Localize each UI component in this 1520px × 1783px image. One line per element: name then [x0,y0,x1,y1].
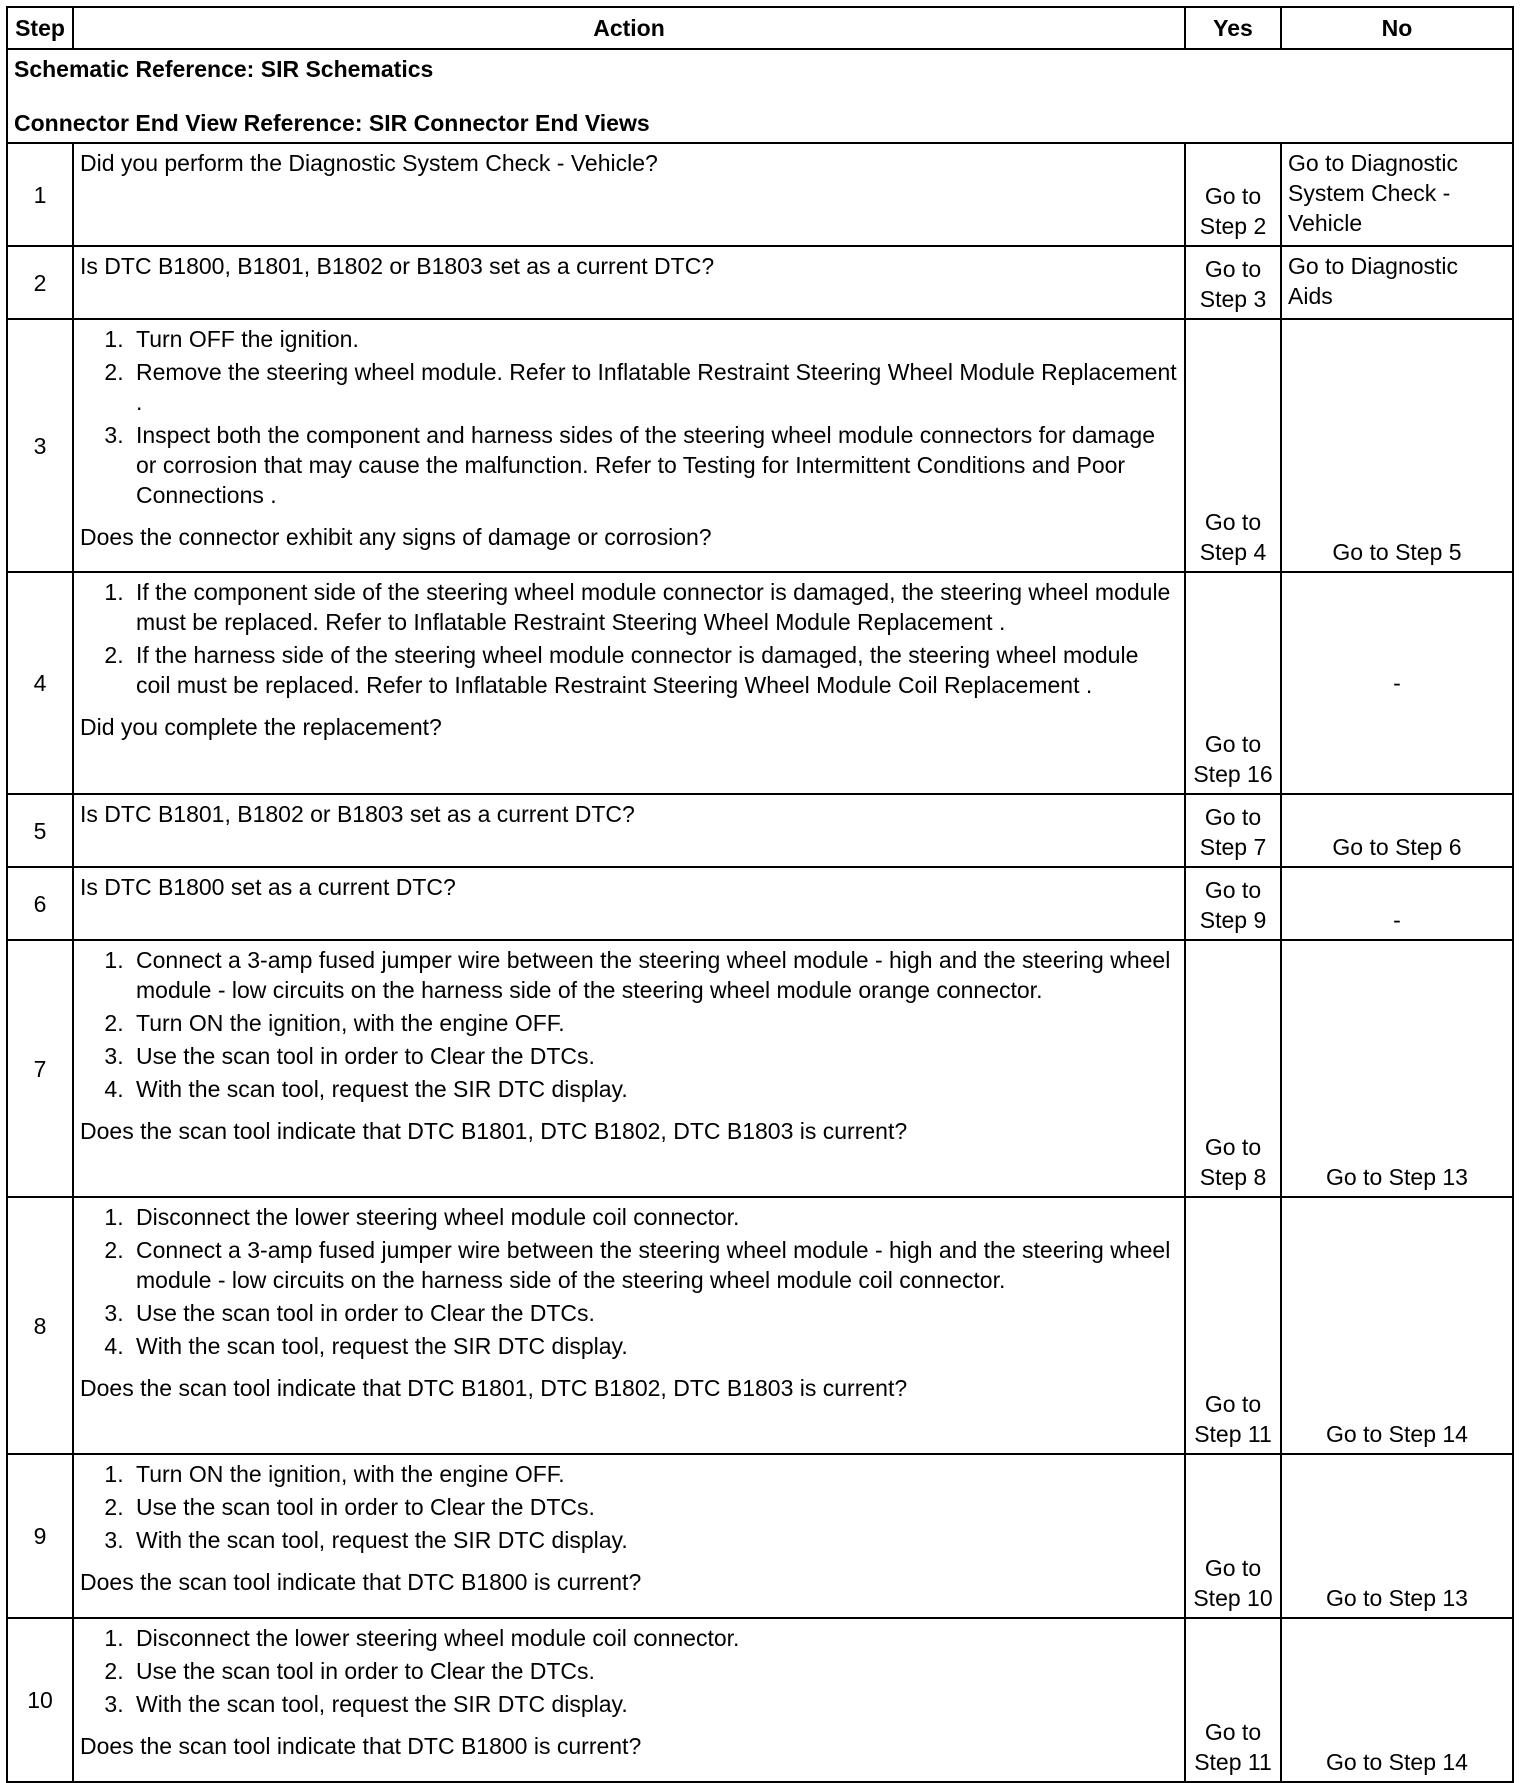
action-cell [73,319,1185,572]
instruction-item: 3. Inspect both the component and harness sides of the steering wheel module connectors for damage or corrosion that may cause the malfunction. Refer to Testing for Intermittent Conditions and Poor Connections . [130,420,1178,510]
action-cell [73,867,1185,940]
instruction-list [80,1459,1178,1555]
instruction-item: 3. Use the scan tool in order to Clear the DTCs. [130,1298,1178,1328]
no-result: Go to Step 13 [1281,940,1513,1197]
instruction-item: 1. Turn ON the ignition, with the engine OFF. [130,1459,1178,1489]
yes-result: Go to Step 11 [1185,1197,1281,1454]
instruction-list [80,324,1178,510]
table-row [7,1197,1513,1454]
step-number: 9 [7,1454,73,1618]
action-cell [73,940,1185,1197]
table-row [7,319,1513,572]
instruction-item: 1. If the component side of the steering wheel module connector is damaged, the steering wheel module must be replaced. Refer to Inflatable Restraint Steering Wheel Module Replacement . [130,577,1178,637]
diagnostic-table [6,6,1514,1783]
step-number: 7 [7,940,73,1197]
schematic-reference: Schematic Reference: SIR Schematics [14,56,434,82]
yes-result: Go to Step 4 [1185,319,1281,572]
no-result: Go to Diagnostic System Check - Vehicle [1281,143,1513,246]
header-action: Action [73,7,1185,49]
instruction-item: 3. Use the scan tool in order to Clear the DTCs. [130,1041,1178,1071]
no-result: - [1281,572,1513,794]
table-row [7,867,1513,940]
yes-result: Go to Step 9 [1185,867,1281,940]
table-row [7,143,1513,246]
step-number: 6 [7,867,73,940]
yes-result: Go to Step 3 [1185,246,1281,319]
question: Is DTC B1801, B1802 or B1803 set as a current DTC? [80,801,635,827]
table-row [7,246,1513,319]
header-step: Step [7,7,73,49]
action-cell [73,1454,1185,1618]
question: Does the scan tool indicate that DTC B1800 is current? [80,1733,642,1759]
reference-cell [7,49,1513,143]
question: Is DTC B1800 set as a current DTC? [80,874,456,900]
yes-result: Go to Step 8 [1185,940,1281,1197]
step-number: 4 [7,572,73,794]
instruction-item: 4. With the scan tool, request the SIR DTC display. [130,1331,1178,1361]
question: Is DTC B1800, B1801, B1802 or B1803 set as a current DTC? [80,253,715,279]
table-row [7,572,1513,794]
instruction-list [80,1623,1178,1719]
yes-result: Go to Step 2 [1185,143,1281,246]
header-no: No [1281,7,1513,49]
instruction-list [80,1202,1178,1361]
instruction-item: 2. Connect a 3-amp fused jumper wire between the steering wheel module - high and the steering wheel module - low circuits on the harness side of the steering wheel module coil connector. [130,1235,1178,1295]
action-cell [73,1618,1185,1782]
instruction-item: 1. Disconnect the lower steering wheel module coil connector. [130,1202,1178,1232]
yes-result: Go to Step 10 [1185,1454,1281,1618]
instruction-list [80,577,1178,700]
instruction-item: 2. Remove the steering wheel module. Refer to Inflatable Restraint Steering Wheel Module Replacement . [130,357,1178,417]
instruction-item: 1. Disconnect the lower steering wheel module coil connector. [130,1623,1178,1653]
question: Does the scan tool indicate that DTC B1801, DTC B1802, DTC B1803 is current? [80,1375,908,1401]
step-number: 10 [7,1618,73,1782]
action-cell [73,246,1185,319]
action-cell [73,794,1185,867]
instruction-item: 2. Use the scan tool in order to Clear the DTCs. [130,1492,1178,1522]
question: Did you perform the Diagnostic System Check - Vehicle? [80,150,658,176]
action-cell [73,1197,1185,1454]
reference-row [7,49,1513,143]
connector-reference: Connector End View Reference: SIR Connector End Views [14,110,650,136]
instruction-item: 2. Turn ON the ignition, with the engine OFF. [130,1008,1178,1038]
question: Does the connector exhibit any signs of damage or corrosion? [80,524,712,550]
instruction-item: 3. With the scan tool, request the SIR DTC display. [130,1525,1178,1555]
action-cell [73,143,1185,246]
header-yes: Yes [1185,7,1281,49]
table-row [7,1454,1513,1618]
no-result: Go to Step 14 [1281,1618,1513,1782]
yes-result: Go to Step 7 [1185,794,1281,867]
table-row [7,794,1513,867]
yes-result: Go to Step 11 [1185,1618,1281,1782]
action-cell [73,572,1185,794]
instruction-item: 2. Use the scan tool in order to Clear the DTCs. [130,1656,1178,1686]
yes-result: Go to Step 16 [1185,572,1281,794]
instruction-item: 3. With the scan tool, request the SIR DTC display. [130,1689,1178,1719]
instruction-item: 2. If the harness side of the steering wheel module connector is damaged, the steering wheel module coil must be replaced. Refer to Inflatable Restraint Steering Wheel Module Coil Replacement . [130,640,1178,700]
instruction-list [80,945,1178,1104]
question: Did you complete the replacement? [80,714,442,740]
step-number: 3 [7,319,73,572]
instruction-item: 1. Turn OFF the ignition. [130,324,1178,354]
instruction-item: 4. With the scan tool, request the SIR DTC display. [130,1074,1178,1104]
no-result: Go to Diagnostic Aids [1281,246,1513,319]
no-result: Go to Step 6 [1281,794,1513,867]
instruction-item: 1. Connect a 3-amp fused jumper wire between the steering wheel module - high and the steering wheel module - low circuits on the harness side of the steering wheel module orange connector. [130,945,1178,1005]
step-number: 5 [7,794,73,867]
no-result: Go to Step 14 [1281,1197,1513,1454]
question: Does the scan tool indicate that DTC B1801, DTC B1802, DTC B1803 is current? [80,1118,908,1144]
step-number: 8 [7,1197,73,1454]
step-number: 2 [7,246,73,319]
table-row [7,940,1513,1197]
step-number: 1 [7,143,73,246]
no-result: Go to Step 13 [1281,1454,1513,1618]
question: Does the scan tool indicate that DTC B1800 is current? [80,1569,642,1595]
table-row [7,1618,1513,1782]
header-row [7,7,1513,49]
no-result: Go to Step 5 [1281,319,1513,572]
no-result: - [1281,867,1513,940]
